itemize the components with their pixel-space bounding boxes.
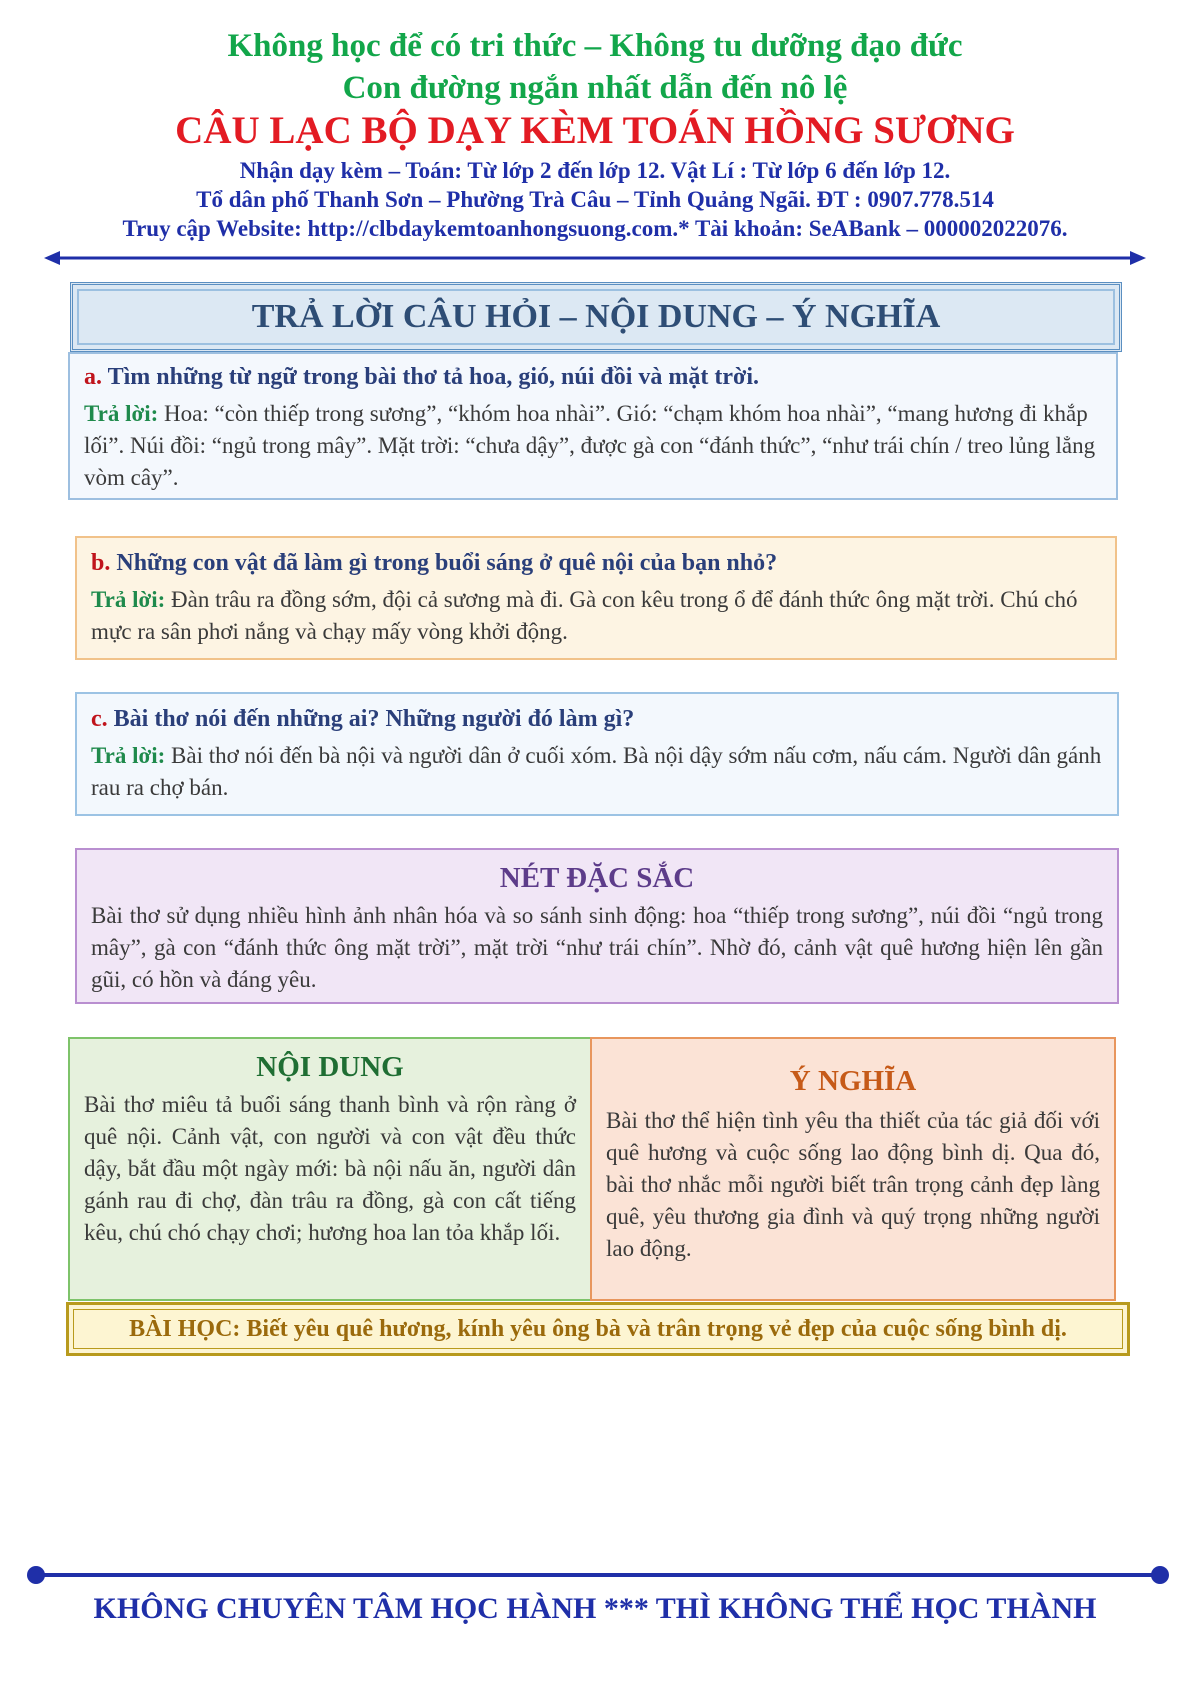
answer-a — [84, 398, 1102, 494]
header-divider-arrow — [44, 248, 1146, 268]
answer-text: Bài thơ nói đến bà nội và người dân ở cuối xóm. Bà nội dậy sớm nấu cơm, nấu cám. Người dân gánh rau ra chợ bán. — [91, 743, 1102, 800]
answer-label: Trả lời: — [91, 743, 166, 768]
question-c — [91, 704, 1103, 734]
content-text: Bài thơ miêu tả buổi sáng thanh bình và rộn ràng ở quê nội. Cảnh vật, con người và con vật đều thức dậy, bắt đầu một ngày mới: bà nội nấu ăn, người dân gánh rau đi chợ, đàn trâu ra đồng, gà con cất tiếng kêu, chú chó chạy chơi; hương hoa lan tỏa khắp lối. — [84, 1092, 576, 1245]
question-box-b — [75, 536, 1117, 660]
info-line-1: Nhận dạy kèm – Toán: Từ lớp 2 đến lớp 12. Vật Lí : Từ lớp 6 đến lớp 12. — [239, 158, 951, 183]
answer-c — [91, 740, 1103, 804]
section-title-box — [70, 282, 1122, 352]
question-text: Những con vật đã làm gì trong buổi sáng ở quê nội của bạn nhỏ? — [116, 550, 778, 576]
slogan-line-1: Không học để có tri thức – Không tu dưỡng đạo đức — [227, 28, 963, 64]
question-b — [91, 548, 1101, 578]
footer-divider-line — [26, 1564, 1170, 1586]
answer-label: Trả lời: — [84, 401, 159, 426]
question-letter: b. — [91, 550, 111, 576]
meaning-text: Bài thơ thể hiện tình yêu tha thiết của tác giả đối với quê hương và cuộc sống lao động bình dị. Qua đó, bài thơ nhắc mỗi người biết trân trọng cảnh đẹp làng quê, yêu thương gia đình và quý trọng những người lao động. — [606, 1108, 1100, 1261]
club-name: CÂU LẠC BỘ DẠY KÈM TOÁN HỒNG SƯƠNG — [175, 109, 1015, 152]
question-box-c — [75, 692, 1119, 816]
slogan-line-2: Con đường ngắn nhất dẫn đến nô lệ — [342, 70, 848, 106]
question-text: Tìm những từ ngữ trong bài thơ tả hoa, gió, núi đồi và mặt trời. — [107, 364, 760, 390]
meaning-heading: Ý NGHĨA — [789, 1065, 917, 1097]
meaning-box — [590, 1037, 1116, 1301]
answer-label: Trả lời: — [91, 587, 166, 612]
lesson-text: BÀI HỌC: Biết yêu quê hương, kính yêu ông bà và trân trọng vẻ đẹp của cuộc sống bình dị. — [129, 1316, 1067, 1342]
question-text: Bài thơ nói đến những ai? Những người đó làm gì? — [113, 706, 635, 732]
info-line-3: Truy cập Website: http://clbdaykemtoanhongsuong.com.* Tài khoản: SeABank – 000002022076. — [122, 216, 1068, 241]
info-line-2: Tổ dân phố Thanh Sơn – Phường Trà Câu – Tỉnh Quảng Ngãi. ĐT : 0907.778.514 — [196, 187, 994, 212]
content-box — [68, 1037, 592, 1301]
answer-text: Hoa: “còn thiếp trong sương”, “khóm hoa nhài”. Gió: “chạm khóm hoa nhài”, “mang hương đi khắp lối”. Núi đồi: “ngủ trong mây”. Mặt trời: “chưa dậy”, được gà con “đánh thức”, “như trái chín / treo lủng lẳng vòm cây”. — [84, 401, 1096, 490]
highlight-box — [75, 848, 1119, 1004]
highlight-heading: NÉT ĐẶC SẮC — [499, 862, 695, 894]
content-heading: NỘI DUNG — [256, 1051, 404, 1083]
question-letter: a. — [84, 364, 102, 390]
question-box-a — [68, 352, 1118, 500]
highlight-text: Bài thơ sử dụng nhiều hình ảnh nhân hóa và so sánh sinh động: hoa “thiếp trong sương”, núi đồi “ngủ trong mây”, gà con “đánh thức ông mặt trời”, mặt trời “như trái chín”. Nhờ đó, cảnh vật quê hương hiện lên gần gũi, có hồn và đáng yêu. — [91, 903, 1103, 992]
question-a — [84, 362, 1102, 392]
answer-b — [91, 584, 1101, 648]
footer-motto: KHÔNG CHUYÊN TÂM HỌC HÀNH *** THÌ KHÔNG THỂ HỌC THÀNH — [93, 1592, 1097, 1625]
answer-text: Đàn trâu ra đồng sớm, đội cả sương mà đi. Gà con kêu trong ổ để đánh thức ông mặt trời. Chú chó mực ra sân phơi nắng và chạy mấy vòng khởi động. — [91, 587, 1078, 644]
lesson-box — [66, 1302, 1130, 1356]
section-title: TRẢ LỜI CÂU HỎI – NỘI DUNG – Ý NGHĨA — [251, 298, 941, 335]
question-letter: c. — [91, 706, 108, 732]
